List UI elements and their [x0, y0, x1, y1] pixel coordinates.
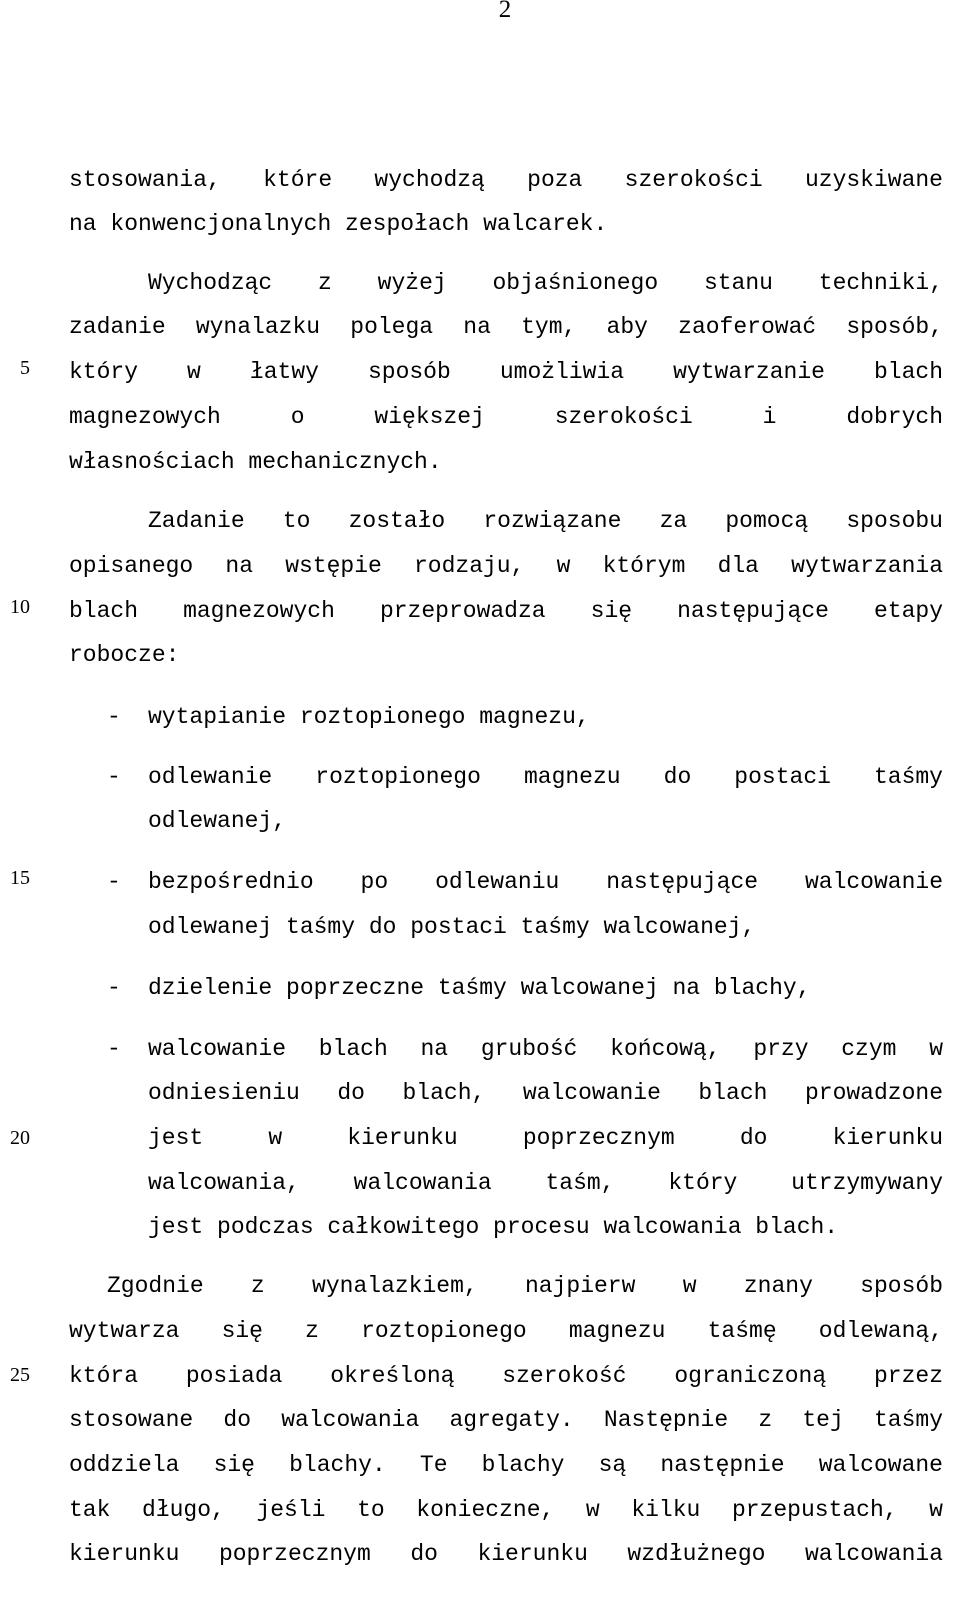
line-number-10: 10 — [10, 596, 30, 618]
list-marker: - — [107, 975, 121, 1001]
page-number: 2 — [498, 0, 512, 23]
list-item: walcowania, walcowania taśm, który utrzymywany — [148, 1170, 943, 1196]
line-number-25: 25 — [10, 1364, 30, 1386]
text-line: robocze: — [69, 642, 180, 668]
list-item: dzielenie poprzeczne taśmy walcowanej na blachy, — [148, 975, 811, 1001]
text-line: stosowane do walcowania agregaty. Następnie z tej taśmy — [69, 1407, 943, 1433]
text-line: Zadanie to zostało rozwiązane za pomocą sposobu — [148, 508, 943, 534]
list-item: bezpośrednio po odlewaniu następujące walcowanie — [148, 869, 943, 895]
text-line: która posiada określoną szerokość ograniczoną przez — [69, 1363, 943, 1389]
text-line: blach magnezowych przeprowadza się następujące etapy — [69, 598, 943, 624]
text-line: kierunku poprzecznym do kierunku wzdłużnego walcowania — [69, 1541, 943, 1567]
text-line: Wychodząc z wyżej objaśnionego stanu techniki, — [148, 270, 943, 296]
list-marker: - — [107, 869, 121, 895]
list-item: odlewanej, — [148, 808, 287, 834]
text-line: który w łatwy sposób umożliwia wytwarzanie blach — [69, 359, 943, 385]
text-line: własnościach mechanicznych. — [69, 449, 442, 475]
list-item: jest w kierunku poprzecznym do kierunku — [148, 1125, 943, 1151]
line-number-20: 20 — [10, 1127, 30, 1149]
text-line: stosowania, które wychodzą poza szerokości uzyskiwane — [69, 167, 943, 193]
list-marker: - — [107, 764, 121, 790]
list-marker: - — [107, 1036, 121, 1062]
list-item: wytapianie roztopionego magnezu, — [148, 704, 590, 730]
text-line: opisanego na wstępie rodzaju, w którym dla wytwarzania — [69, 553, 943, 579]
list-item: jest podczas całkowitego procesu walcowania blach. — [148, 1214, 839, 1240]
text-line: oddziela się blachy. Te blachy są następnie walcowane — [69, 1452, 943, 1478]
text-line: wytwarza się z roztopionego magnezu taśmę odlewaną, — [69, 1318, 943, 1344]
list-item: walcowanie blach na grubość końcową, przy czym w — [148, 1036, 943, 1062]
text-line: na konwencjonalnych zespołach walcarek. — [69, 211, 608, 237]
text-line: magnezowych o większej szerokości i dobrych — [69, 404, 943, 430]
list-item: odlewanie roztopionego magnezu do postaci taśmy — [148, 764, 943, 790]
list-marker: - — [107, 704, 121, 730]
text-line: Zgodnie z wynalazkiem, najpierw w znany sposób — [107, 1273, 943, 1299]
text-line: zadanie wynalazku polega na tym, aby zaoferować sposób, — [69, 314, 943, 340]
list-item: odniesieniu do blach, walcowanie blach prowadzone — [148, 1080, 943, 1106]
list-item: odlewanej taśmy do postaci taśmy walcowanej, — [148, 914, 756, 940]
line-number-5: 5 — [20, 357, 30, 379]
text-line: tak długo, jeśli to konieczne, w kilku przepustach, w — [69, 1497, 943, 1523]
line-number-15: 15 — [10, 867, 30, 889]
